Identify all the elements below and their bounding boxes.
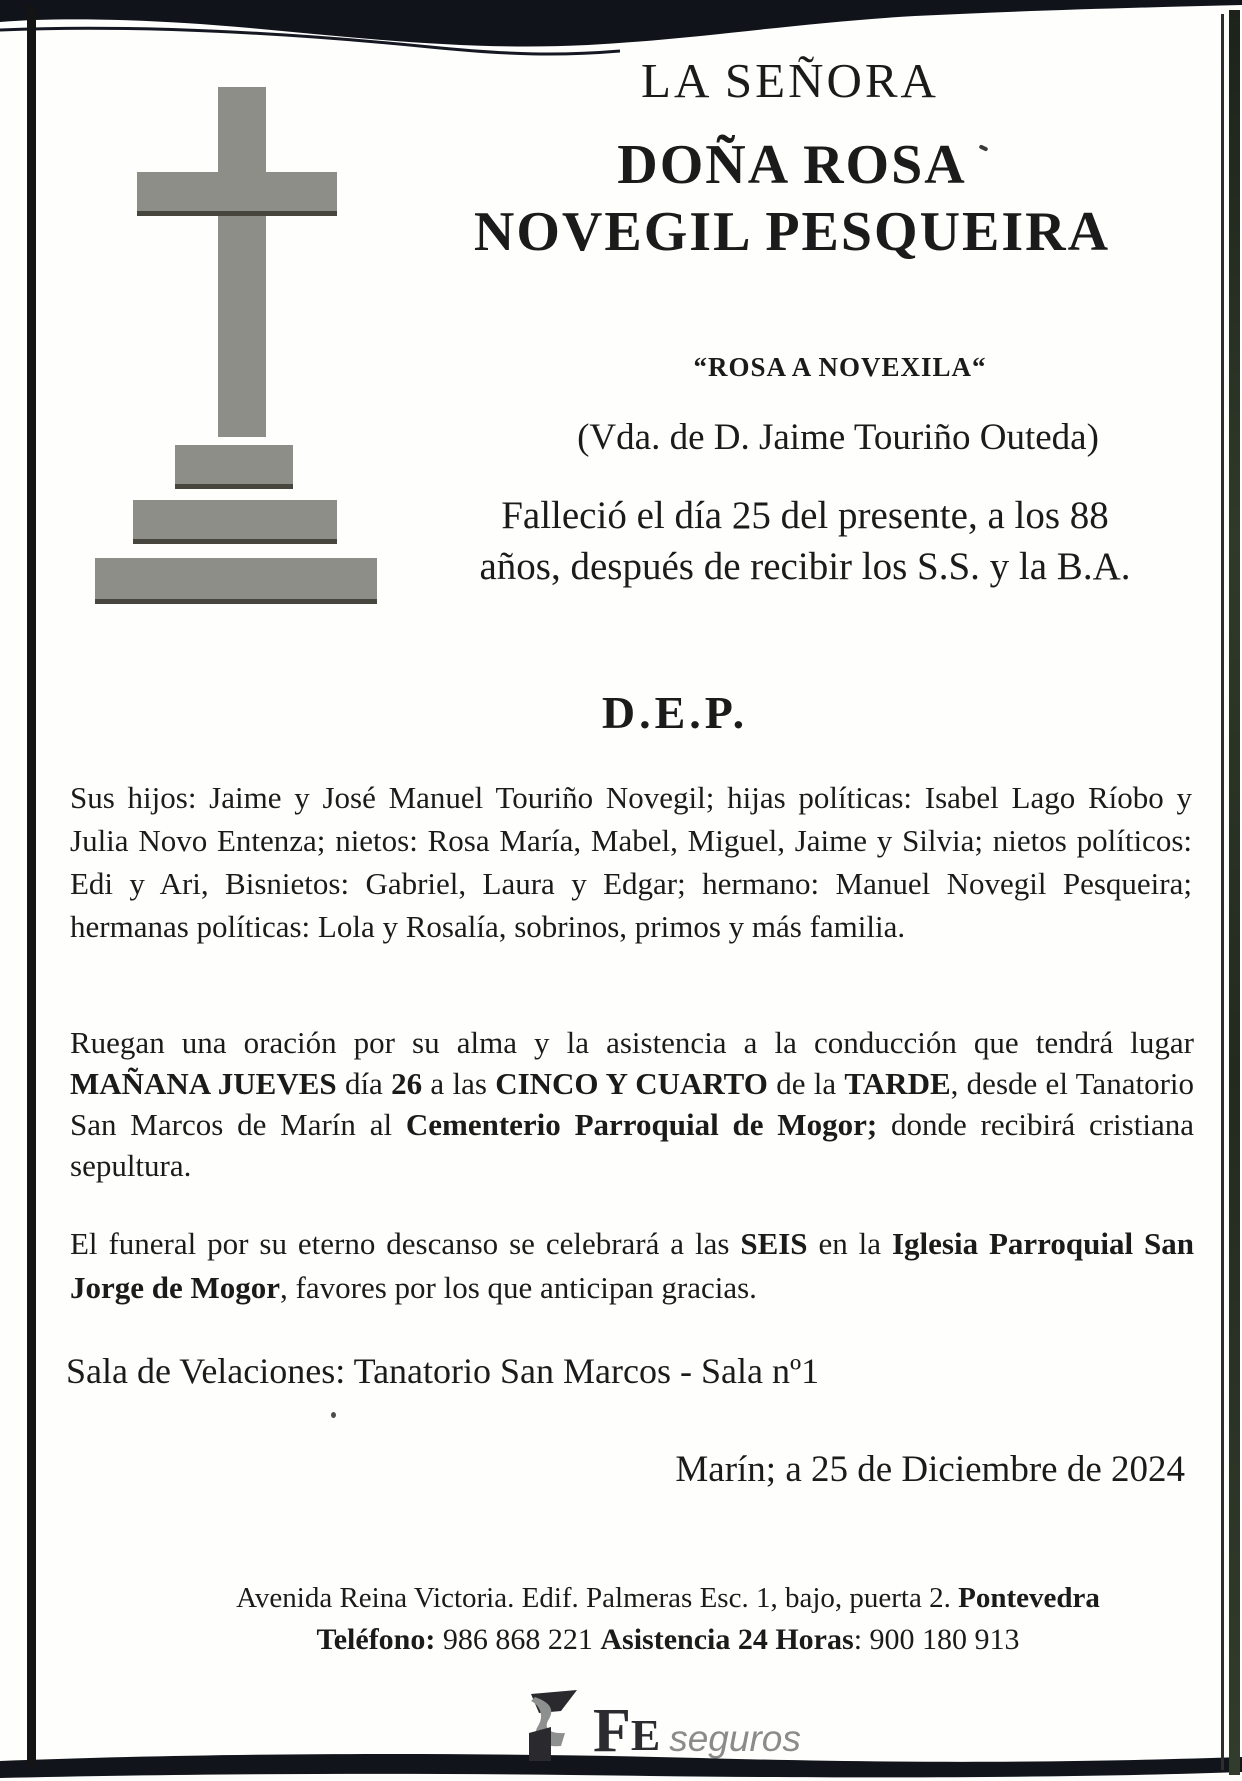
right-border-inner-line [1221,14,1224,1770]
conduccion-segment-bold: Cementerio Parroquial de Mogor; [405,1107,878,1142]
honorific-heading: LA SEÑORA [641,53,939,108]
deceased-name-heading [350,132,1234,266]
funeral-segment-bold: SEIS [740,1226,808,1261]
funeral-home-phones [95,1623,1241,1657]
funeral-segment: El funeral por su eterno descanso se celebrará a las [70,1226,741,1261]
top-border-band [0,0,1242,60]
fe-seguros-logo-mark-icon [525,1689,583,1761]
conduccion-segment: , desde el Tanatorio San Marcos de Marín al [70,1066,1195,1142]
logo-letter-e: E [630,1711,661,1760]
death-line1: Falleció el día 25 del presente, a los 88 [501,494,1109,537]
nickname-line: “ROSA A NOVEXILA“ [693,352,987,382]
funeral-segment: en la [807,1226,892,1261]
conduccion-segment: de la [767,1066,845,1101]
assistance-number: : 900 180 913 [853,1623,1020,1656]
deceased-name-line1: DOÑA ROSA [617,134,967,196]
right-border-outer-line [1229,10,1240,1775]
logo-seguros-text: seguros [669,1718,801,1759]
address-city: Pontevedra [958,1582,1100,1614]
deceased-name-line2: NOVEGIL PESQUEIRA [473,201,1111,263]
left-border-line [27,6,36,1766]
logo-letter-f: F [593,1697,631,1765]
phone-number: 986 868 221 [435,1623,601,1656]
funeral-home-address [95,1582,1241,1615]
conduccion-segment-bold: MAÑANA JUEVES [70,1066,337,1101]
cross-icon [95,85,377,605]
funeral-paragraph [70,1222,1194,1310]
conduccion-paragraph [70,1022,1194,1186]
address-text: Avenida Reina Victoria. Edif. Palmeras Esc. 1, bajo, puerta 2. [236,1582,959,1614]
widow-line: (Vda. de D. Jaime Touriño Outeda) [577,417,1099,458]
conduccion-segment: a las [422,1066,496,1101]
conduccion-segment: día [336,1066,392,1101]
conduccion-segment: Ruegan una oración por su alma y la asistencia a la conducción que tendrá lugar [70,1025,1194,1060]
fe-seguros-logo [525,1686,845,1765]
funeral-segment: , favores por los que anticipan gracias. [280,1270,757,1305]
place-date-line: Marín; a 25 de Diciembre de 2024 [675,1449,1185,1490]
assistance-label: Asistencia 24 Horas [600,1623,854,1656]
phone-label: Teléfono: [316,1623,436,1656]
conduccion-segment-bold: 26 [391,1066,423,1101]
conduccion-segment: donde recibirá cristiana sepultura. [70,1107,1194,1183]
death-line2: años, después de recibir los S.S. y la B.A. [479,545,1131,588]
wake-room-line: Sala de Velaciones: Tanatorio San Marcos - Sala nº1 [66,1351,820,1391]
scan-speck [331,1412,336,1418]
rip-abbreviation: D.E.P. [601,687,749,738]
death-announcement [362,490,1242,592]
conduccion-segment-bold: TARDE [844,1066,951,1101]
conduccion-segment-bold: CINCO Y CUARTO [495,1066,768,1101]
funeral-segment-bold: Iglesia Parroquial San Jorge de Mogor [70,1226,1194,1305]
family-paragraph: Sus hijos: Jaime y José Manuel Touriño Novegil; hijas políticas: Isabel Lago Ríobo y Julia Novo Entenza; nietos: Rosa María, Mabel, Miguel, Jaime y Silvia; nietos políticos: Edi y Ari, Bisnietos: Gabriel, Laura y Edgar; hermano: Manuel Novegil Pesqueira; hermanas políticas: Lola y Rosalía, sobrinos, primos y más familia. [70,780,1192,944]
